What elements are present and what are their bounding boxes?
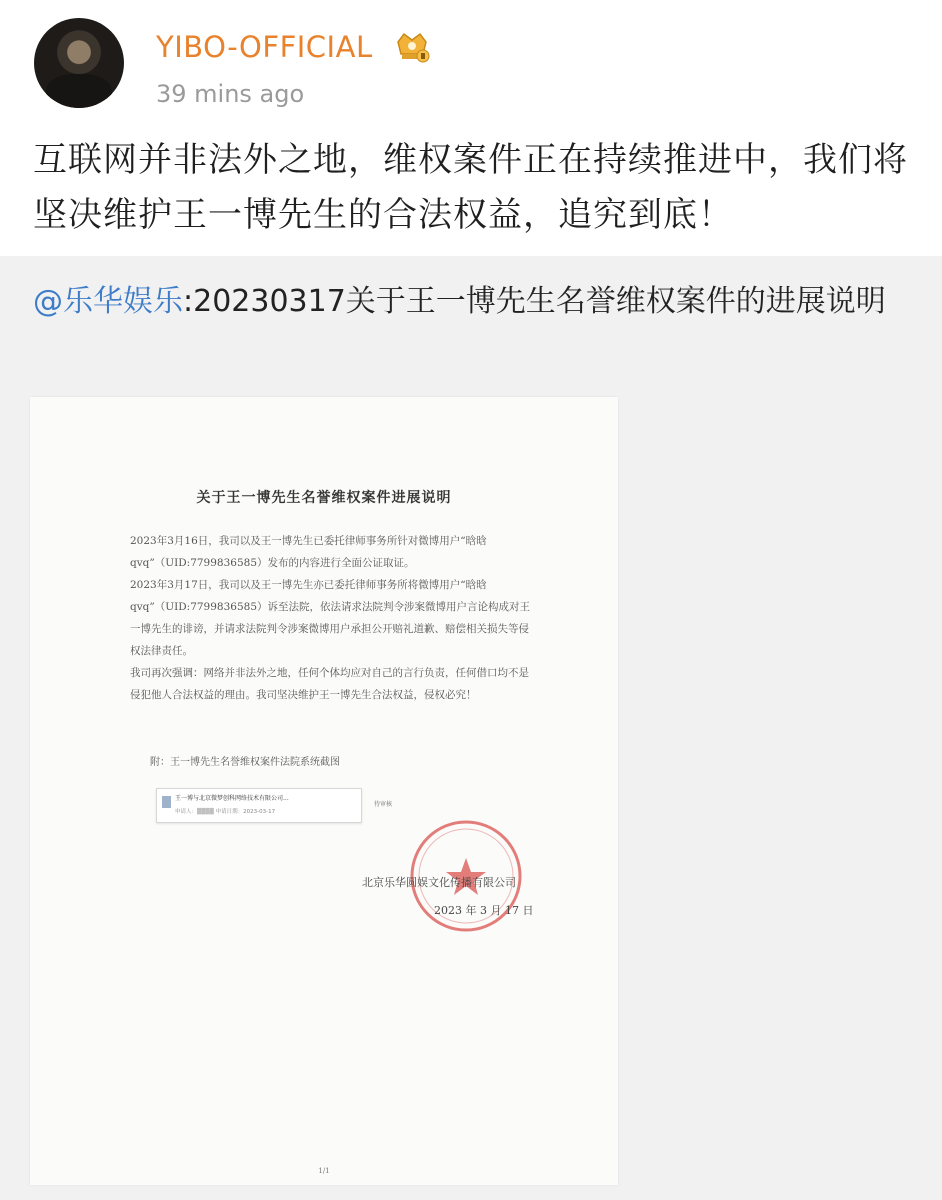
avatar[interactable] <box>34 18 124 108</box>
repost-text <box>33 276 913 328</box>
repost-title: :20230317关于王一博先生名誉维权案件的进展说明 <box>183 284 886 319</box>
document-paragraph: 2023年3月16日，我司以及王一博先生已委托律师事务所针对微博用户“晗晗qvq”（UID:7799836585）发布的内容进行全面公证取证。 <box>130 535 487 569</box>
attachment-file: 王一博与北京微梦创科网络技术有限公司... <box>175 795 289 802</box>
document-title: 关于王一博先生名誉维权案件进展说明 <box>196 490 452 506</box>
username[interactable]: YIBO-OFFICIAL <box>156 30 373 64</box>
mention-link[interactable]: @乐华娱乐 <box>33 284 183 319</box>
page-number: 1/1 <box>318 1167 330 1175</box>
post-text: 互联网并非法外之地，维权案件正在持续推进中，我们将坚决维护王一博先生的合法权益，追究到底！ <box>33 140 908 235</box>
file-icon <box>162 796 171 808</box>
attachment-meta: 申请人：▒▒▒▒ 申请日期：2023-03-17 <box>175 809 276 815</box>
attachment-screenshot <box>156 788 362 823</box>
document-date: 2023 年 3 月 17 日 <box>434 904 534 917</box>
document-image[interactable] <box>30 397 618 1185</box>
avatar-figure <box>46 74 112 108</box>
repost-card[interactable] <box>0 256 942 1200</box>
attachment-status: 待审核 <box>374 801 393 808</box>
crown-badge-icon <box>392 30 432 64</box>
company-name: 北京乐华圆娱文化传播有限公司 <box>362 876 516 889</box>
post-time: 39 mins ago <box>156 80 305 108</box>
post-header <box>0 0 942 235</box>
attachment-label: 附：王一博先生名誉维权案件法院系统截图 <box>150 757 340 768</box>
document-paragraph: 我司再次强调：网络并非法外之地，任何个体均应对自己的言行负责，任何借口均不是侵犯他人合法权益的理由。我司坚决维护王一博先生合法权益，侵权必究！ <box>130 667 529 701</box>
document-paragraph: 2023年3月17日，我司以及王一博先生亦已委托律师事务所将微博用户“晗晗qvq”（UID:7799836585）诉至法院，依法请求法院判令涉案微博用户言论构成对王一博先生的诽谤，并请求法院判令涉案微博用户承担公开赔礼道歉、赔偿相关损失等侵权法律责任。 <box>130 579 530 657</box>
